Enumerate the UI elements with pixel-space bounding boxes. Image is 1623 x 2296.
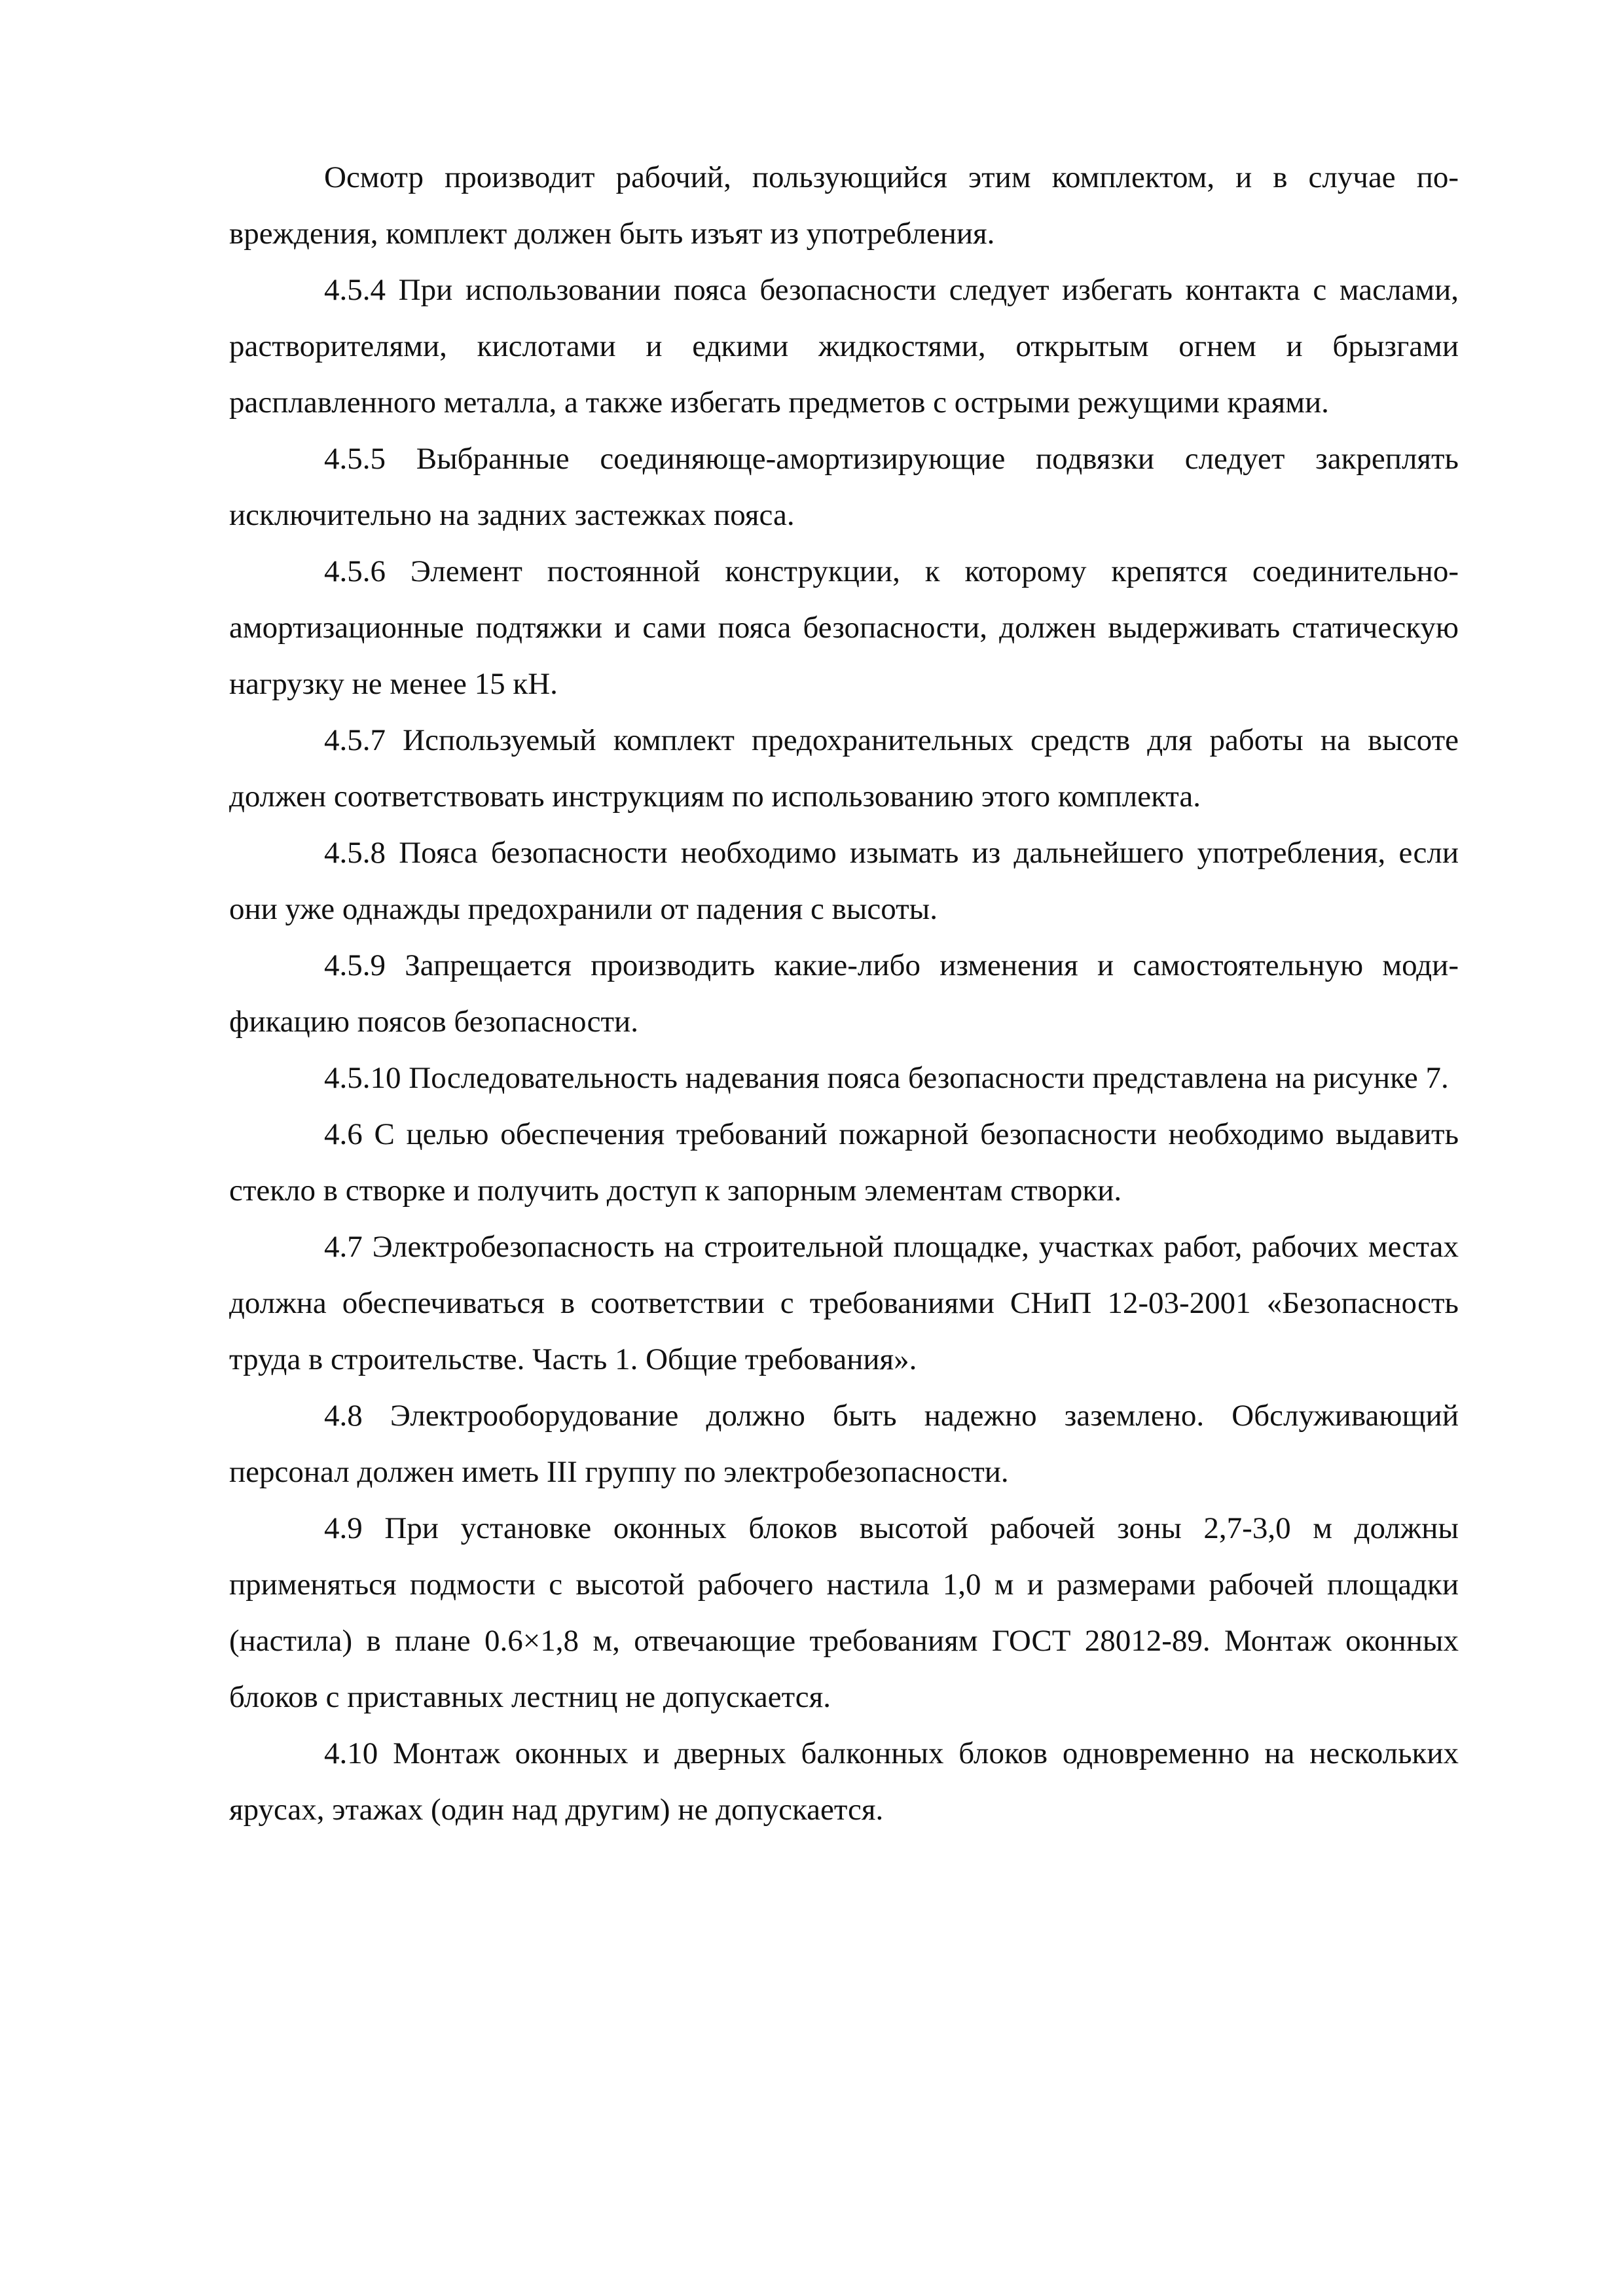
paragraph-4-9: 4.9 При установке оконных блоков высотой рабочей зоны 2,7-3,0 м должны применяться подмости с высотой рабочего настила 1,0 м и размерами рабочей площадки (настила) в плане 0.6×1,8 м, отвечающие требованиям ГОСТ 28012-89. Монтаж оконных блоков с приставных лестниц не допускается. (229, 1511, 1459, 1714)
paragraph-4-5-5: 4.5.5 Выбранные соединяюще-амортизирующие подвязки следует закреплять исключительно на задних застежках пояса. (229, 442, 1459, 532)
paragraph-4-6: 4.6 С целью обеспечения требований пожарной безопасности необходимо выдавить стекло в створке и получить доступ к запорным элементам створки. (229, 1117, 1459, 1208)
paragraph-4-8: 4.8 Электрооборудование должно быть надежно заземлено. Обслуживающий персонал должен иметь III группу по электробезопасности. (229, 1399, 1459, 1489)
paragraph-4-5-10: 4.5.10 Последовательность надевания пояса безопасности представлена на рисунке 7. (324, 1061, 1449, 1095)
paragraph-4-5-8: 4.5.8 Пояса безопасности необходимо изымать из дальнейшего употребления, если они уже однажды предохранили от падения с высоты. (229, 836, 1459, 926)
paragraph-4-5-9: 4.5.9 Запрещается производить какие-либо изменения и самостоятельную модификацию поясов безопасности. (229, 948, 1459, 1039)
paragraph-4-5-4: 4.5.4 При использовании пояса безопасности следует избегать контакта с маслами, растворителями, кислотами и едкими жидкостями, открытым огнем и брызгами расплавленного металла, а также избегать предметов с острыми режущими краями. (229, 273, 1459, 420)
document-page (229, 149, 1459, 1838)
paragraph-4-5-7: 4.5.7 Используемый комплект предохранительных средств для работы на высоте должен соответствовать инструкциям по использованию этого комплекта. (229, 723, 1459, 814)
paragraph-4-7: 4.7 Электробезопасность на строительной площадке, участках работ, рабочих местах должна обеспечиваться в соответствии с требованиями СНиП 12-03-2001 «Безопасность труда в строительстве. Часть 1. Общие требования». (229, 1230, 1459, 1376)
paragraph-inspection: Осмотр производит рабочий, пользующийся этим комплектом, и в случае повреждения, комплект должен быть изъят из употребления. (229, 160, 1459, 251)
paragraph-4-10: 4.10 Монтаж оконных и дверных балконных блоков одновременно на нескольких ярусах, этажах (один над другим) не допускается. (229, 1736, 1459, 1827)
paragraph-4-5-6: 4.5.6 Элемент постоянной конструкции, к которому крепятся соединительно-амортизационные подтяжки и сами пояса безопасности, должен выдерживать статическую нагрузку не менее 15 кН. (229, 554, 1459, 701)
